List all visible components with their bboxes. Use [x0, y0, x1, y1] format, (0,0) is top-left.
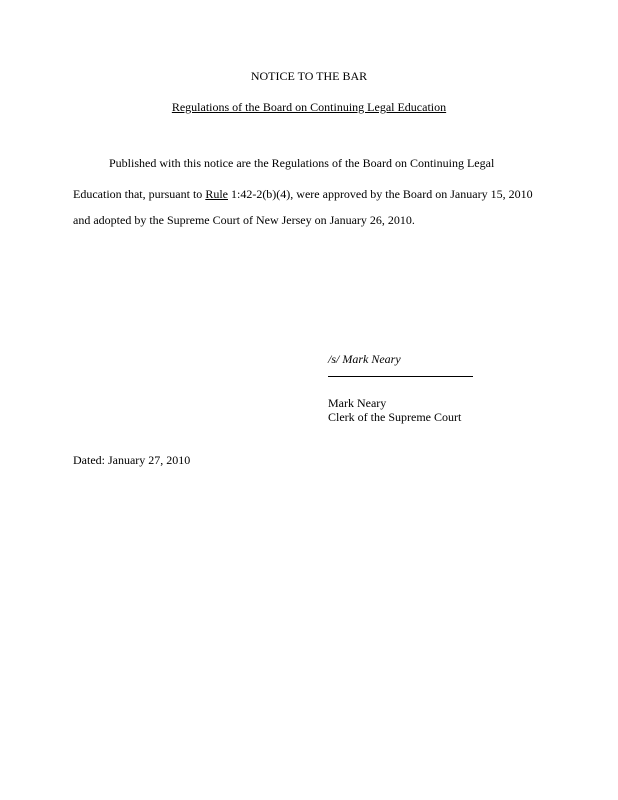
body-line-1: Published with this notice are the Regulations of the Board on Continuing Legal — [109, 156, 495, 170]
signer-title: Clerk of the Supreme Court — [328, 410, 462, 424]
subtitle-text: Regulations of the Board on Continuing Legal Education — [171, 100, 447, 114]
signer-name: Mark Neary — [328, 396, 387, 410]
body-line-3: and adopted by the Supreme Court of New Jersey on January 26, 2010. — [73, 213, 415, 227]
body-line-2-after: 1:42-2(b)(4), were approved by the Board on January 15, 2010 — [227, 187, 533, 201]
rule-reference: Rule — [205, 187, 228, 201]
body-line-2-before: Education that, pursuant to — [73, 187, 206, 201]
signature-line: /s/ Mark Neary — [328, 352, 401, 366]
body-line-2 — [73, 187, 533, 202]
dated-line: Dated: January 27, 2010 — [73, 453, 191, 467]
notice-subtitle — [0, 100, 618, 115]
notice-title: NOTICE TO THE BAR — [250, 69, 368, 83]
signature-rule — [328, 376, 473, 377]
